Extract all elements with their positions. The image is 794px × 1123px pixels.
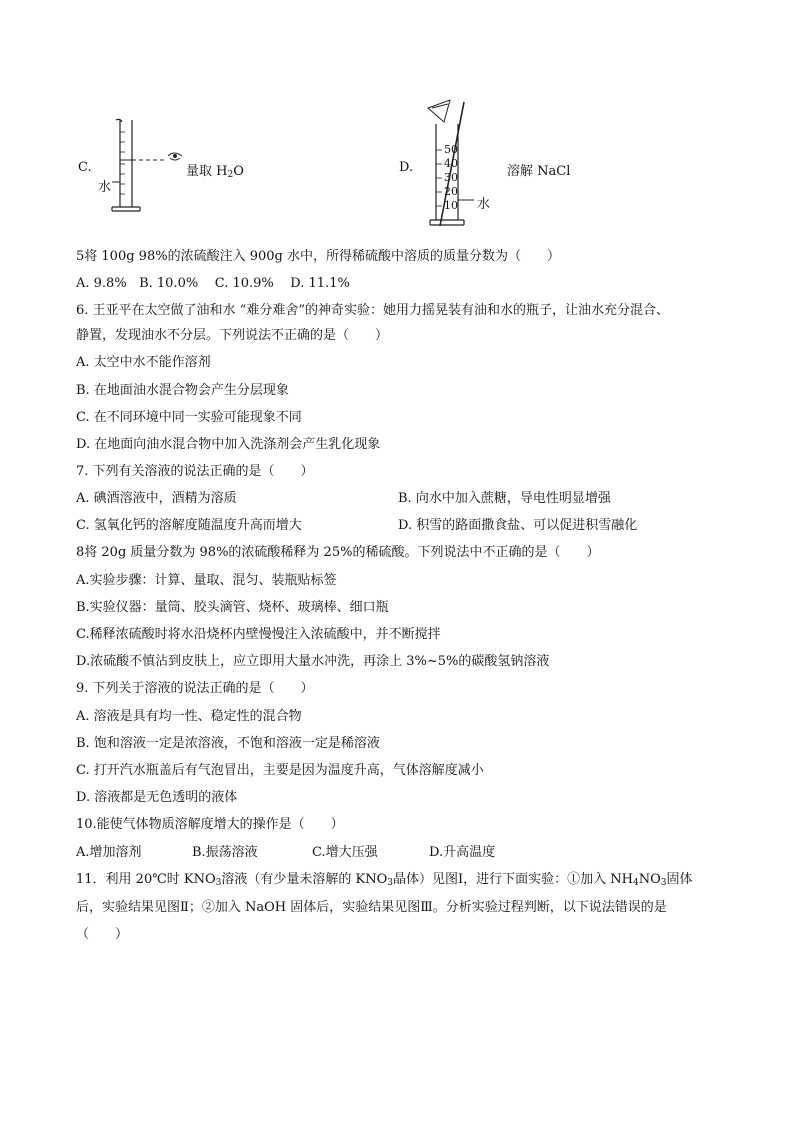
q10-option-c: C.增大压强 [312, 845, 378, 860]
option-c-label: C. [78, 160, 92, 175]
tick-50: 50 [444, 143, 458, 156]
tick-10: 10 [444, 199, 458, 212]
q8-stem: 8将 20g 质量分数为 98%的浓硫酸稀释为 25%的稀硫酸。下列说法中不正确的是（ ） [76, 545, 600, 560]
tick-30: 30 [444, 171, 458, 184]
cylinder-outline [112, 119, 140, 211]
q11-stem-1: 11．利用 20℃时 $KNO_3$溶液（有少量未溶解的 $KNO_3$晶体）见图Ⅰ，进行下面实验：①加入 $NH_4NO_3$固体 [76, 872, 693, 888]
q6-stem-2: 静置，发现油水不分层。下列说法不正确的是（ ） [76, 328, 389, 343]
q7-option-a: A. 碘酒溶液中，酒精为溶质 [76, 491, 237, 506]
q7-option-d: D. 积雪的路面撒食盐、可以促进积雪融化 [398, 518, 638, 533]
figure-d-caption: 溶解 NaCl [507, 164, 571, 179]
figure-c-caption: 量取 $H_2O$ [186, 164, 244, 180]
q10-option-d: D.升高温度 [429, 845, 496, 860]
water-label-d: 水 [477, 197, 491, 212]
q8-option-a: A.实验步骤：计算、量取、混匀、装瓶贴标签 [76, 573, 337, 588]
q5-options: A. 9.8% B. 10.0% C. 10.9% D. 11.1% [76, 276, 350, 291]
q6-option-b: B. 在地面油水混合物会产生分层现象 [76, 383, 289, 398]
eye-icon [168, 153, 182, 160]
graduated-cylinder-reading-figure [96, 112, 186, 216]
q9-option-d: D. 溶液都是无色透明的液体 [76, 790, 238, 805]
q5-stem: 5将 100g 98%的浓硫酸注入 900g 水中，所得稀硫酸中溶质的质量分数为（ ） [76, 249, 560, 264]
q9-option-b: B. 饱和溶液一定是浓溶液，不饱和溶液一定是稀溶液 [76, 736, 380, 751]
q9-option-c: C. 打开汽水瓶盖后有气泡冒出，主要是因为温度升高，气体溶解度减小 [76, 763, 484, 778]
q11-stem-2: 后，实验结果见图Ⅱ；②加入 NaOH 固体后，实验结果见图Ⅲ。分析实验过程判断，以下说法错误的是 [76, 900, 667, 915]
q7-option-b: B. 向水中加入蔗糖，导电性明显增强 [398, 491, 611, 506]
q10-option-a: A.增加溶剂 [76, 845, 142, 860]
q10-option-b: B.振荡溶液 [192, 845, 258, 860]
q11-stem-3: （ ） [76, 927, 129, 942]
q6-stem-1: 6. 王亚平在太空做了油和水 “难分难舍”的神奇实验：她用力摇晃装有油和水的瓶子，让油水充分混合、 [76, 303, 669, 318]
q9-option-a: A. 溶液是具有均一性、稳定性的混合物 [76, 709, 302, 724]
tick-marks [436, 150, 442, 206]
q8-option-d: D.浓硫酸不慎沾到皮肤上，应立即用大量水冲洗，再涂上 3%~5%的碳酸氢钠溶液 [76, 654, 550, 669]
q7-option-c: C. 氢氧化钙的溶解度随温度升高而增大 [76, 518, 302, 533]
option-d-label: D. [399, 160, 414, 175]
tick-20: 20 [444, 185, 458, 198]
water-label-c: 水 [98, 180, 112, 195]
q7-stem: 7. 下列有关溶液的说法正确的是（ ） [76, 464, 314, 479]
q6-option-c: C. 在不同环境中同一实验可能现象不同 [76, 410, 302, 425]
paper-funnel-icon [428, 100, 450, 122]
q10-stem: 10.能使气体物质溶解度增大的操作是（ ） [76, 817, 344, 832]
q9-stem: 9. 下列关于溶液的说法正确的是（ ） [76, 681, 314, 696]
q6-option-a: A. 太空中水不能作溶剂 [76, 355, 211, 370]
q8-option-c: C.稀释浓硫酸时将水沿烧杯内壁慢慢注入浓硫酸中，并不断搅拌 [76, 627, 441, 642]
tick-40: 40 [444, 157, 458, 170]
tick-marks [120, 132, 125, 194]
q8-option-b: B.实验仪器：量筒、胶头滴管、烧杯、玻璃棒、细口瓶 [76, 600, 389, 615]
q6-option-d: D. 在地面向油水混合物中加入洗涤剂会产生乳化现象 [76, 437, 381, 452]
